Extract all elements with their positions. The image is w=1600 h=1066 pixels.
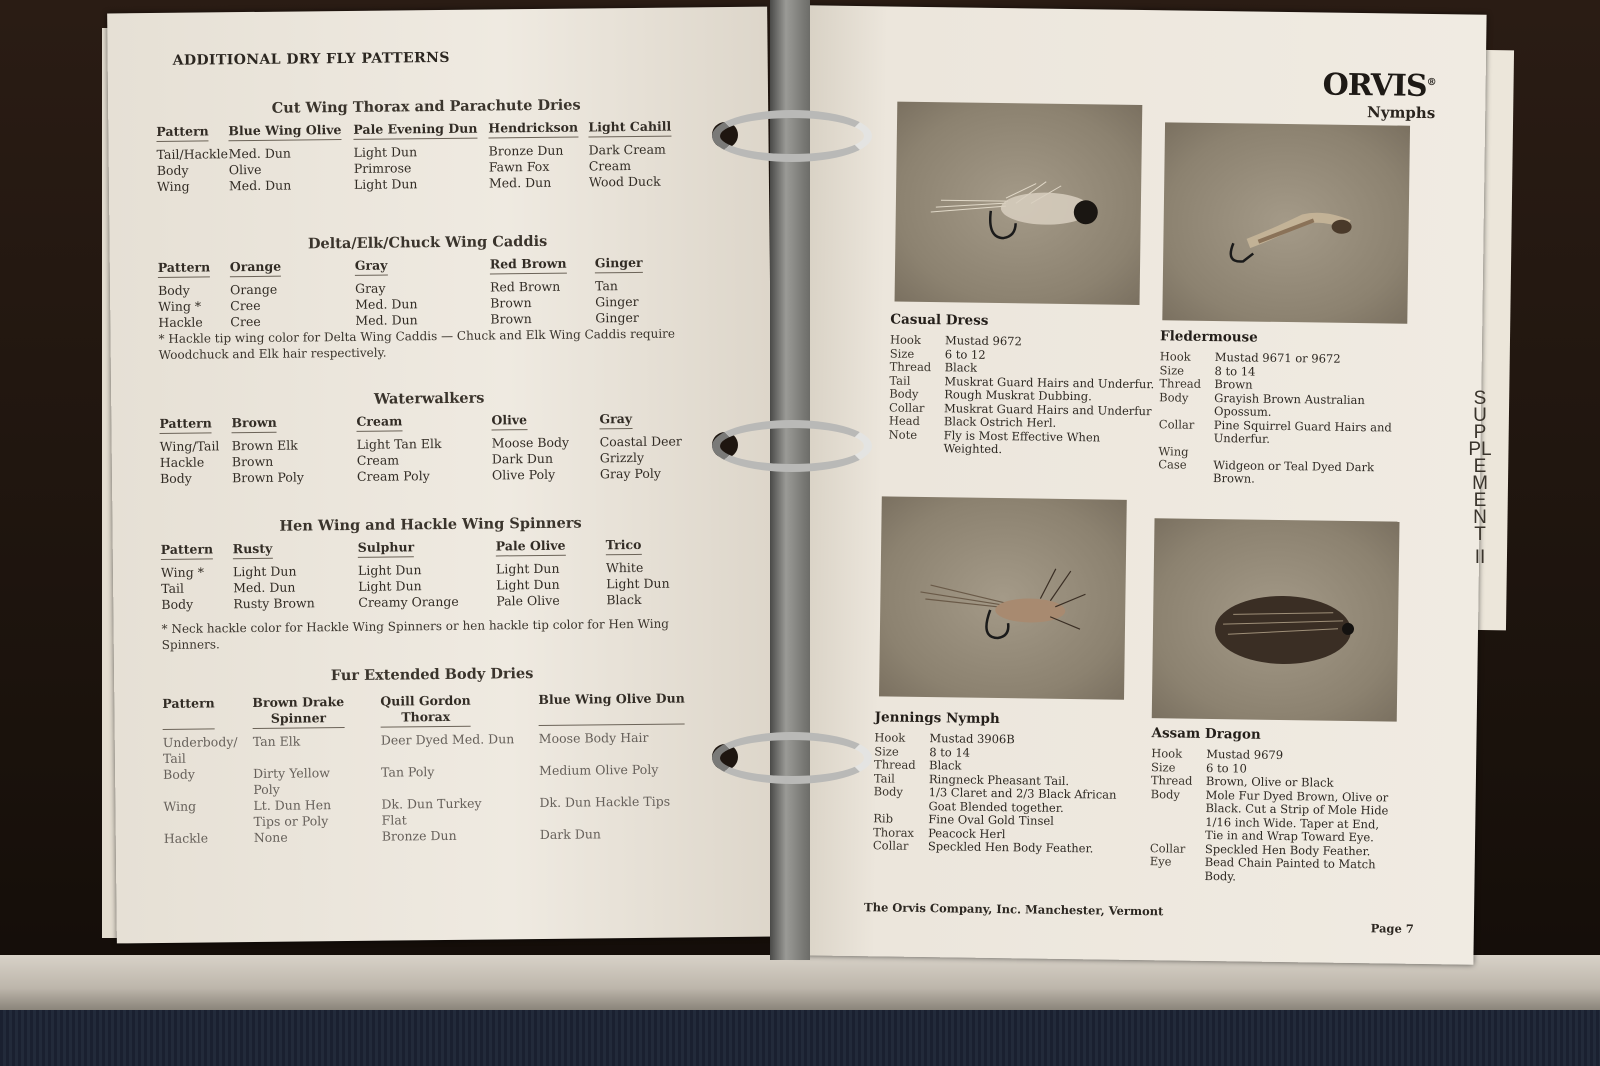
spec-key: Hook [874,730,906,745]
spec-key: Body [889,386,919,401]
table-cell: Light Dun [496,576,560,593]
table-cell: Med. Dun [233,579,296,596]
spec-value: 8 to 14 [1214,363,1256,379]
table-cell: Fawn Fox [488,158,550,175]
section-title: Cut Wing Thorax and Parachute Dries [271,96,581,117]
table-cell: Dark Cream [588,141,666,158]
binder-ring [712,732,872,784]
spec-key: Head [888,413,921,428]
table-cell: Ginger [595,293,639,310]
fly-specs [1158,350,1410,488]
table-cell: Bronze Dun [488,142,564,159]
table-cell: Cream [356,452,400,468]
table-cell: Tan [594,278,618,294]
spec-value: Muskrat Guard Hairs and Underfur [943,400,1152,418]
table-cell: Body [159,470,192,486]
table-cell: Light Dun [353,176,418,192]
column-header: Pattern [156,123,209,142]
table-cell: Tan Poly [381,764,435,780]
table-cell: Med. Dun [355,296,418,312]
table-cell: Moose Body [491,434,570,451]
spec-value: 6 to 12 [944,346,986,362]
spec-key: Thread [889,359,932,375]
page-number: Page 7 [1370,921,1414,936]
fly-jennings-nymph [873,709,1145,856]
table-cell: Rusty Brown [233,595,315,612]
table-cell: Tail/Hackle [156,146,229,162]
category-label: Nymphs [1366,103,1436,123]
column-header: Gray [599,411,632,429]
column-header: Blue Wing Olive [228,122,341,141]
spec-value: Fly is Most Effective When Weighted. [943,427,1101,457]
table-cell: Cree [230,297,261,314]
spec-key: Collar [1158,416,1195,432]
table-cell: Brown Poly [231,469,304,486]
floor-carpet [0,1010,1600,1066]
table-cell: Light Tan Elk [356,436,442,452]
fly-casual-dress [888,311,1160,458]
pattern-table [158,254,699,331]
spec-value: Muskrat Guard Hairs and Underfur. [944,373,1155,391]
table-cell: Light Dun [495,560,560,577]
section-title: Fur Extended Body Dries [330,665,534,685]
table-cell: None [253,829,288,845]
fly-photo-fledermouse [1162,122,1410,323]
table-cell: Brown [490,311,532,327]
table-cell: Body [157,282,190,298]
column-header: Gray [355,258,388,276]
column-header: Light Cahill [588,119,671,138]
table-cell: Coastal Deer [599,433,682,450]
spec-value: Widgeon or Teal Dyed Dark Brown. [1213,457,1375,486]
spec-key: Tail [889,372,911,388]
spec-key: Rib [873,811,894,826]
fly-name: Fledermouse [1159,328,1258,346]
table-cell: Primrose [353,160,412,176]
spec-key: Tail [873,770,895,786]
spec-key: Thread [1150,773,1193,788]
spec-key: Hook [1159,349,1191,364]
table-cell: Dirty Yellow Poly [253,765,331,797]
table-cell: Orange [229,281,278,298]
table-cell: Underbody/ Tail [162,734,238,766]
pattern-table [156,118,697,195]
column-header: Quill Gordon Thorax [380,693,471,728]
table-cell: Moose Body Hair [538,729,649,747]
pattern-table [162,690,704,847]
spec-value: 6 to 10 [1205,760,1247,776]
column-header: Pattern [161,541,214,560]
spec-key: Size [1150,759,1176,775]
table-cell: Brown [231,453,274,470]
fly-photo-assam-dragon [1152,518,1400,721]
table-cell: Cream Poly [356,468,430,484]
spec-value: Mustad 9671 or 9672 [1214,350,1341,366]
table-edge [0,955,1600,1010]
spec-key: Collar [888,399,925,415]
table-cell: Body [161,596,194,612]
left-page [107,7,777,944]
fly-photo-jennings-nymph [879,496,1127,699]
spec-key: Size [1159,362,1185,378]
column-header: Pattern [162,695,215,730]
column-header: Pattern [158,259,211,278]
pattern-table [159,410,700,487]
section-spinners [160,513,701,613]
fly-assam-dragon [1149,725,1401,885]
table-cell: Tail [161,580,185,596]
supplement-side-tab [1468,390,1492,566]
fly-fledermouse [1158,328,1410,488]
right-page [793,5,1486,964]
table-cell: Wing [156,178,190,194]
fly-specs [873,731,1145,856]
spec-value: Fine Oval Gold Tinsel [928,812,1054,828]
table-cell: Light Dun [606,575,670,592]
spec-value: Speckled Hen Body Feather. [1204,841,1371,858]
table-cell: Olive [228,161,262,178]
spec-key: Body [1159,389,1189,405]
section-title: Hen Wing and Hackle Wing Spinners [279,514,582,535]
pattern-table [161,536,702,613]
table-cell: Red Brown [489,278,561,295]
column-header: Blue Wing Olive Dun [538,690,685,726]
table-cell: Light Dun [358,578,422,594]
table-cell: Wing/Tail [159,438,220,454]
table-cell: Cree [230,313,261,330]
fly-name: Assam Dragon [1151,725,1261,743]
table-cell: Medium Olive Poly [539,761,659,778]
column-header: Cream [356,413,402,431]
column-header: Brown [231,415,277,433]
spec-key: Collar [1149,840,1186,856]
table-cell: Deer Dyed Med. Dun [380,731,515,748]
table-cell: Light Dun [232,563,297,580]
table-cell: Black [606,591,642,608]
column-header: Olive [491,412,527,430]
table-cell: Light Dun [353,144,418,160]
fly-name: Casual Dress [890,311,989,329]
spec-key: Thread [873,757,916,772]
spec-value: Mustad 3906B [929,731,1015,747]
table-cell: Dark Dun [539,826,601,842]
table-cell: Med. Dun [488,174,552,191]
table-cell: Body [156,162,189,178]
spec-value: Black [944,360,978,375]
fledermouse-fly-icon [1162,122,1410,323]
spec-key: Body [873,784,904,799]
spec-key: Hook [1151,746,1183,761]
spec-key: Note [888,426,918,442]
section-cut-wing [156,95,697,195]
spec-key: Eye [1149,854,1172,869]
spec-value: Black Ostrich Herl. [943,414,1057,430]
spec-key: Size [874,743,899,759]
table-cell: Hackle [163,830,209,846]
binder-ring [712,110,872,162]
table-cell: Tan Elk [252,733,301,749]
column-header: Hendrickson [488,120,578,139]
column-header: Ginger [595,255,643,273]
jennings-nymph-fly-icon [879,496,1127,699]
spec-key: Wing Case [1158,443,1189,472]
table-cell: White [605,559,644,576]
section-caddis [157,231,698,331]
spec-key: Thread [1159,376,1202,391]
column-header: Pale Olive [496,538,566,557]
spec-value: Brown, Olive or Black [1205,773,1334,790]
table-cell: Body [163,766,195,782]
spec-value: 1/3 Claret and 2/3 Black African Goat Blended together. [928,785,1117,815]
spec-value: Rough Muskrat Dubbing. [944,387,1092,404]
spec-key: Size [889,345,915,361]
spec-value: Grayish Brown Australian Opossum. [1213,390,1365,419]
spec-value: 8 to 14 [929,744,971,760]
spec-key: Thorax [873,824,915,840]
casual-dress-fly-icon [895,102,1143,305]
table-cell: Gray [354,280,386,296]
spec-value: Ringneck Pheasant Tail. [928,771,1070,788]
column-header: Brown Drake Spinner [252,694,344,729]
footnote: * Hackle tip wing color for Delta Wing Caddis — Chuck and Elk Wing Caddis require Woodchuck and Elk hair respectively. [158,326,676,362]
table-cell: Olive Poly [491,466,556,483]
column-header: Pattern [159,415,212,434]
fly-photo-casual-dress [895,102,1143,305]
fly-name: Jennings Nymph [874,709,1000,728]
table-cell: Cream [588,158,632,174]
table-cell: Hackle [158,314,203,330]
table-cell: Wood Duck [588,173,661,190]
column-header: Sulphur [358,539,415,558]
fly-specs [1149,747,1401,885]
publisher-footer: The Orvis Company, Inc. Manchester, Vermont [863,900,1164,919]
section-waterwalkers [159,387,700,487]
table-cell: Med. Dun [228,177,292,194]
assam-dragon-fly-icon [1152,518,1400,721]
table-cell: Med. Dun [228,145,291,162]
spec-key: Collar [872,838,909,853]
spec-value: Brown [1214,377,1253,392]
column-header: Orange [230,259,282,278]
spec-value: Speckled Hen Body Feather. [927,839,1094,856]
table-cell: Wing * [158,298,202,314]
table-cell: Ginger [595,309,639,326]
spec-value: Peacock Herl [928,825,1006,841]
spec-value: Bead Chain Painted to Match Body. [1204,854,1376,883]
section-title: Waterwalkers [373,389,485,408]
table-cell: Pale Olive [496,592,560,609]
table-cell: Dk. Dun Hackle Tips [539,793,671,810]
table-cell: Wing [163,798,197,814]
table-cell: Dk. Dun Turkey Flat [381,795,482,828]
orvis-logo: ORVIS® [1322,67,1436,104]
table-cell: Brown Elk [231,437,298,454]
spec-value: Mustad 9672 [944,333,1022,349]
page-title: ADDITIONAL DRY FLY PATTERNS [172,49,450,69]
supplement-number: II [1474,547,1486,568]
spec-key: Hook [889,332,921,347]
spec-value: Pine Squirrel Guard Hairs and Underfur. [1213,417,1392,446]
table-cell: Dark Dun [491,450,554,467]
table-cell: Gray Poly [599,465,662,482]
table-cell: Light Dun [357,562,422,578]
table-cell: Med. Dun [355,312,418,328]
table-cell: Grizzly [599,449,645,466]
spec-value: Black [928,758,962,773]
table-cell: Wing * [160,564,204,580]
fly-specs [888,333,1160,458]
spec-value: Mustad 9679 [1206,746,1284,763]
table-cell: Creamy Orange [358,593,459,610]
brand-header [1322,68,1436,123]
table-cell: Lt. Dun Hen Tips or Poly [253,797,332,829]
footnote: * Neck hackle color for Hackle Wing Spinners or hen hackle tip color for Hen Wing Spinners. [161,616,670,652]
table-cell: Bronze Dun [381,827,457,844]
supplement-label: SUPPLEMENT [1468,388,1492,545]
table-cell: Hackle [159,454,205,470]
column-header: Pale Evening Dun [353,121,477,140]
spec-key: Body [1150,786,1181,802]
column-header: Red Brown [490,256,567,275]
table-cell: Brown [490,295,532,311]
section-extended-body [162,663,704,847]
column-header: Rusty [233,541,273,559]
column-header: Trico [606,537,642,555]
binder-ring [712,420,872,472]
section-title: Delta/Elk/Chuck Wing Caddis [307,232,548,253]
spec-value: Mole Fur Dyed Brown, Olive or Black. Cut a Strip of Mole Hide 1/16 inch Wide. Taper at End, Tie in and Wrap Toward Eye. [1205,787,1389,845]
